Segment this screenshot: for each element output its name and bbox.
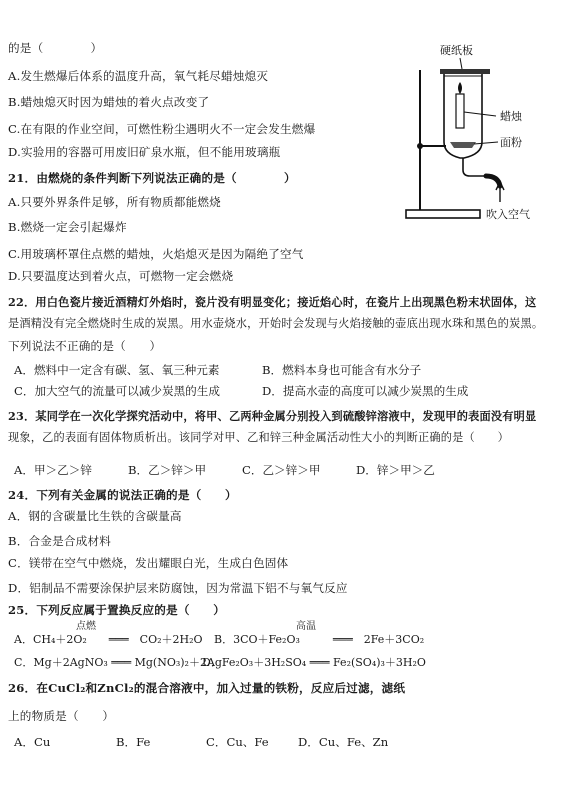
q25-b-condition: 高温 [296, 621, 316, 632]
q21-stem: 21．由燃烧的条件判断下列说法正确的是（ ） [8, 171, 296, 185]
q25-option-d: D．Fe₂O₃＋3H₂SO₄ ═══ Fe₂(SO₄)₃＋3H₂O [202, 656, 426, 669]
q24-stem: 24．下列有关金属的说法正确的是（ ） [8, 488, 237, 502]
q26-option-b: B．Fe [116, 735, 151, 749]
candle-flame-icon [458, 82, 462, 94]
q26-stem-2: 上的物质是（ ） [8, 709, 115, 723]
q26-option-d: D．Cu、Fe、Zn [298, 735, 389, 749]
air-tube [463, 158, 486, 176]
q22-stem-1: 22．用白色瓷片接近酒精灯外焰时，瓷片没有明显变化；接近焰心时，在瓷片上出现黑色粉末状固体，这 [8, 295, 537, 309]
q24-option-c: C．镁带在空气中燃烧，发出耀眼白光，生成白色固体 [8, 556, 289, 570]
dust-explosion-apparatus-figure [400, 42, 580, 232]
q22-option-d: D．提高水壶的高度可以减少炭黑的生成 [262, 384, 469, 398]
label-cardboard: 硬纸板 [440, 44, 473, 57]
stand-base [406, 210, 480, 218]
q21-option-b: B.燃烧一定会引起爆炸 [8, 220, 127, 234]
q23-stem-2: 现象，乙的表面有固体物质析出。该同学对甲、乙和锌三种金属活动性大小的判断正确的是（ ） [8, 431, 510, 444]
q22-stem-3: 下列说法不正确的是（ ） [8, 339, 162, 353]
rubber-bulb [486, 176, 500, 186]
q22-option-b: B．燃料本身也可能含有水分子 [262, 363, 422, 377]
q20-option-c: C.在有限的作业空间，可燃性粉尘遇明火不一定会发生燃爆 [8, 122, 316, 136]
q20-option-b: B.蜡烛熄灭时因为蜡烛的着火点改变了 [8, 95, 210, 109]
q23-option-b: B．乙＞锌＞甲 [128, 463, 207, 477]
q21-option-c: C.用玻璃杯罩住点燃的蜡烛，火焰熄灭是因为隔绝了空气 [8, 247, 304, 261]
flour-dish [450, 142, 476, 148]
q25-option-c: C．Mg＋2AgNO₃ ═══ Mg(NO₃)₂＋2Ag [14, 656, 222, 669]
q26-option-a: A．Cu [14, 735, 51, 749]
label-flour: 面粉 [500, 136, 522, 149]
q23-option-c: C．乙＞锌＞甲 [242, 463, 321, 477]
label-leader-powder [474, 142, 498, 144]
cardboard-cover [440, 69, 490, 74]
q26-option-c: C．Cu、Fe [206, 735, 269, 749]
q25-stem: 25．下列反应属于置换反应的是（ ） [8, 603, 226, 617]
q25-option-a: A．CH₄＋2O₂ ═══ CO₂＋2H₂O [14, 633, 203, 646]
clamp-knob [417, 143, 423, 149]
q25-a-condition: 点燃 [76, 621, 96, 632]
q21-option-d: D.只要温度达到着火点，可燃物一定会燃烧 [8, 269, 234, 283]
q22-stem-2: 是酒精没有完全燃烧时生成的炭黑。用水壶烧水，开始时会发现与火焰接触的壶底出现水珠和黑色的炭黑。 [8, 317, 544, 330]
label-blow-air: 吹入空气 [486, 208, 530, 221]
q23-stem-1: 23．某同学在一次化学探究活动中，将甲、乙两种金属分别投入到硫酸锌溶液中，发现甲的表面没有明显 [8, 409, 537, 423]
q20-option-d: D.实验用的容器可用废旧矿泉水瓶，但不能用玻璃瓶 [8, 145, 281, 159]
q20-option-a: A.发生燃爆后体系的温度升高，氧气耗尽蜡烛熄灭 [8, 69, 269, 83]
candle [456, 94, 464, 128]
q20-stem-end: 的是（ ） [8, 41, 103, 55]
q24-option-d: D．铝制品不需要涂保护层来防腐蚀，因为常温下铝不与氧气反应 [8, 581, 348, 595]
q23-option-d: D．锌＞甲＞乙 [356, 463, 435, 477]
q24-option-b: B．合金是合成材料 [8, 534, 112, 548]
q21-option-a: A.只要外界条件足够，所有物质都能燃烧 [8, 195, 221, 209]
q23-option-a: A．甲＞乙＞锌 [14, 463, 92, 477]
label-leader-candle [464, 112, 496, 116]
q22-option-a: A．燃料中一定含有碳、氢、氧三种元素 [14, 363, 220, 377]
q26-stem-1: 26．在CuCl₂和ZnCl₂的混合溶液中，加入过量的铁粉，反应后过滤，滤纸 [8, 681, 406, 695]
q24-option-a: A．钢的含碳量比生铁的含碳量高 [8, 509, 182, 523]
label-candle: 蜡烛 [500, 110, 522, 123]
q22-option-c: C．加大空气的流量可以减少炭黑的生成 [14, 384, 220, 398]
label-leader-top [460, 58, 462, 69]
q25-option-b: B．3CO＋Fe₂O₃ ═══ 2Fe＋3CO₂ [214, 633, 425, 646]
